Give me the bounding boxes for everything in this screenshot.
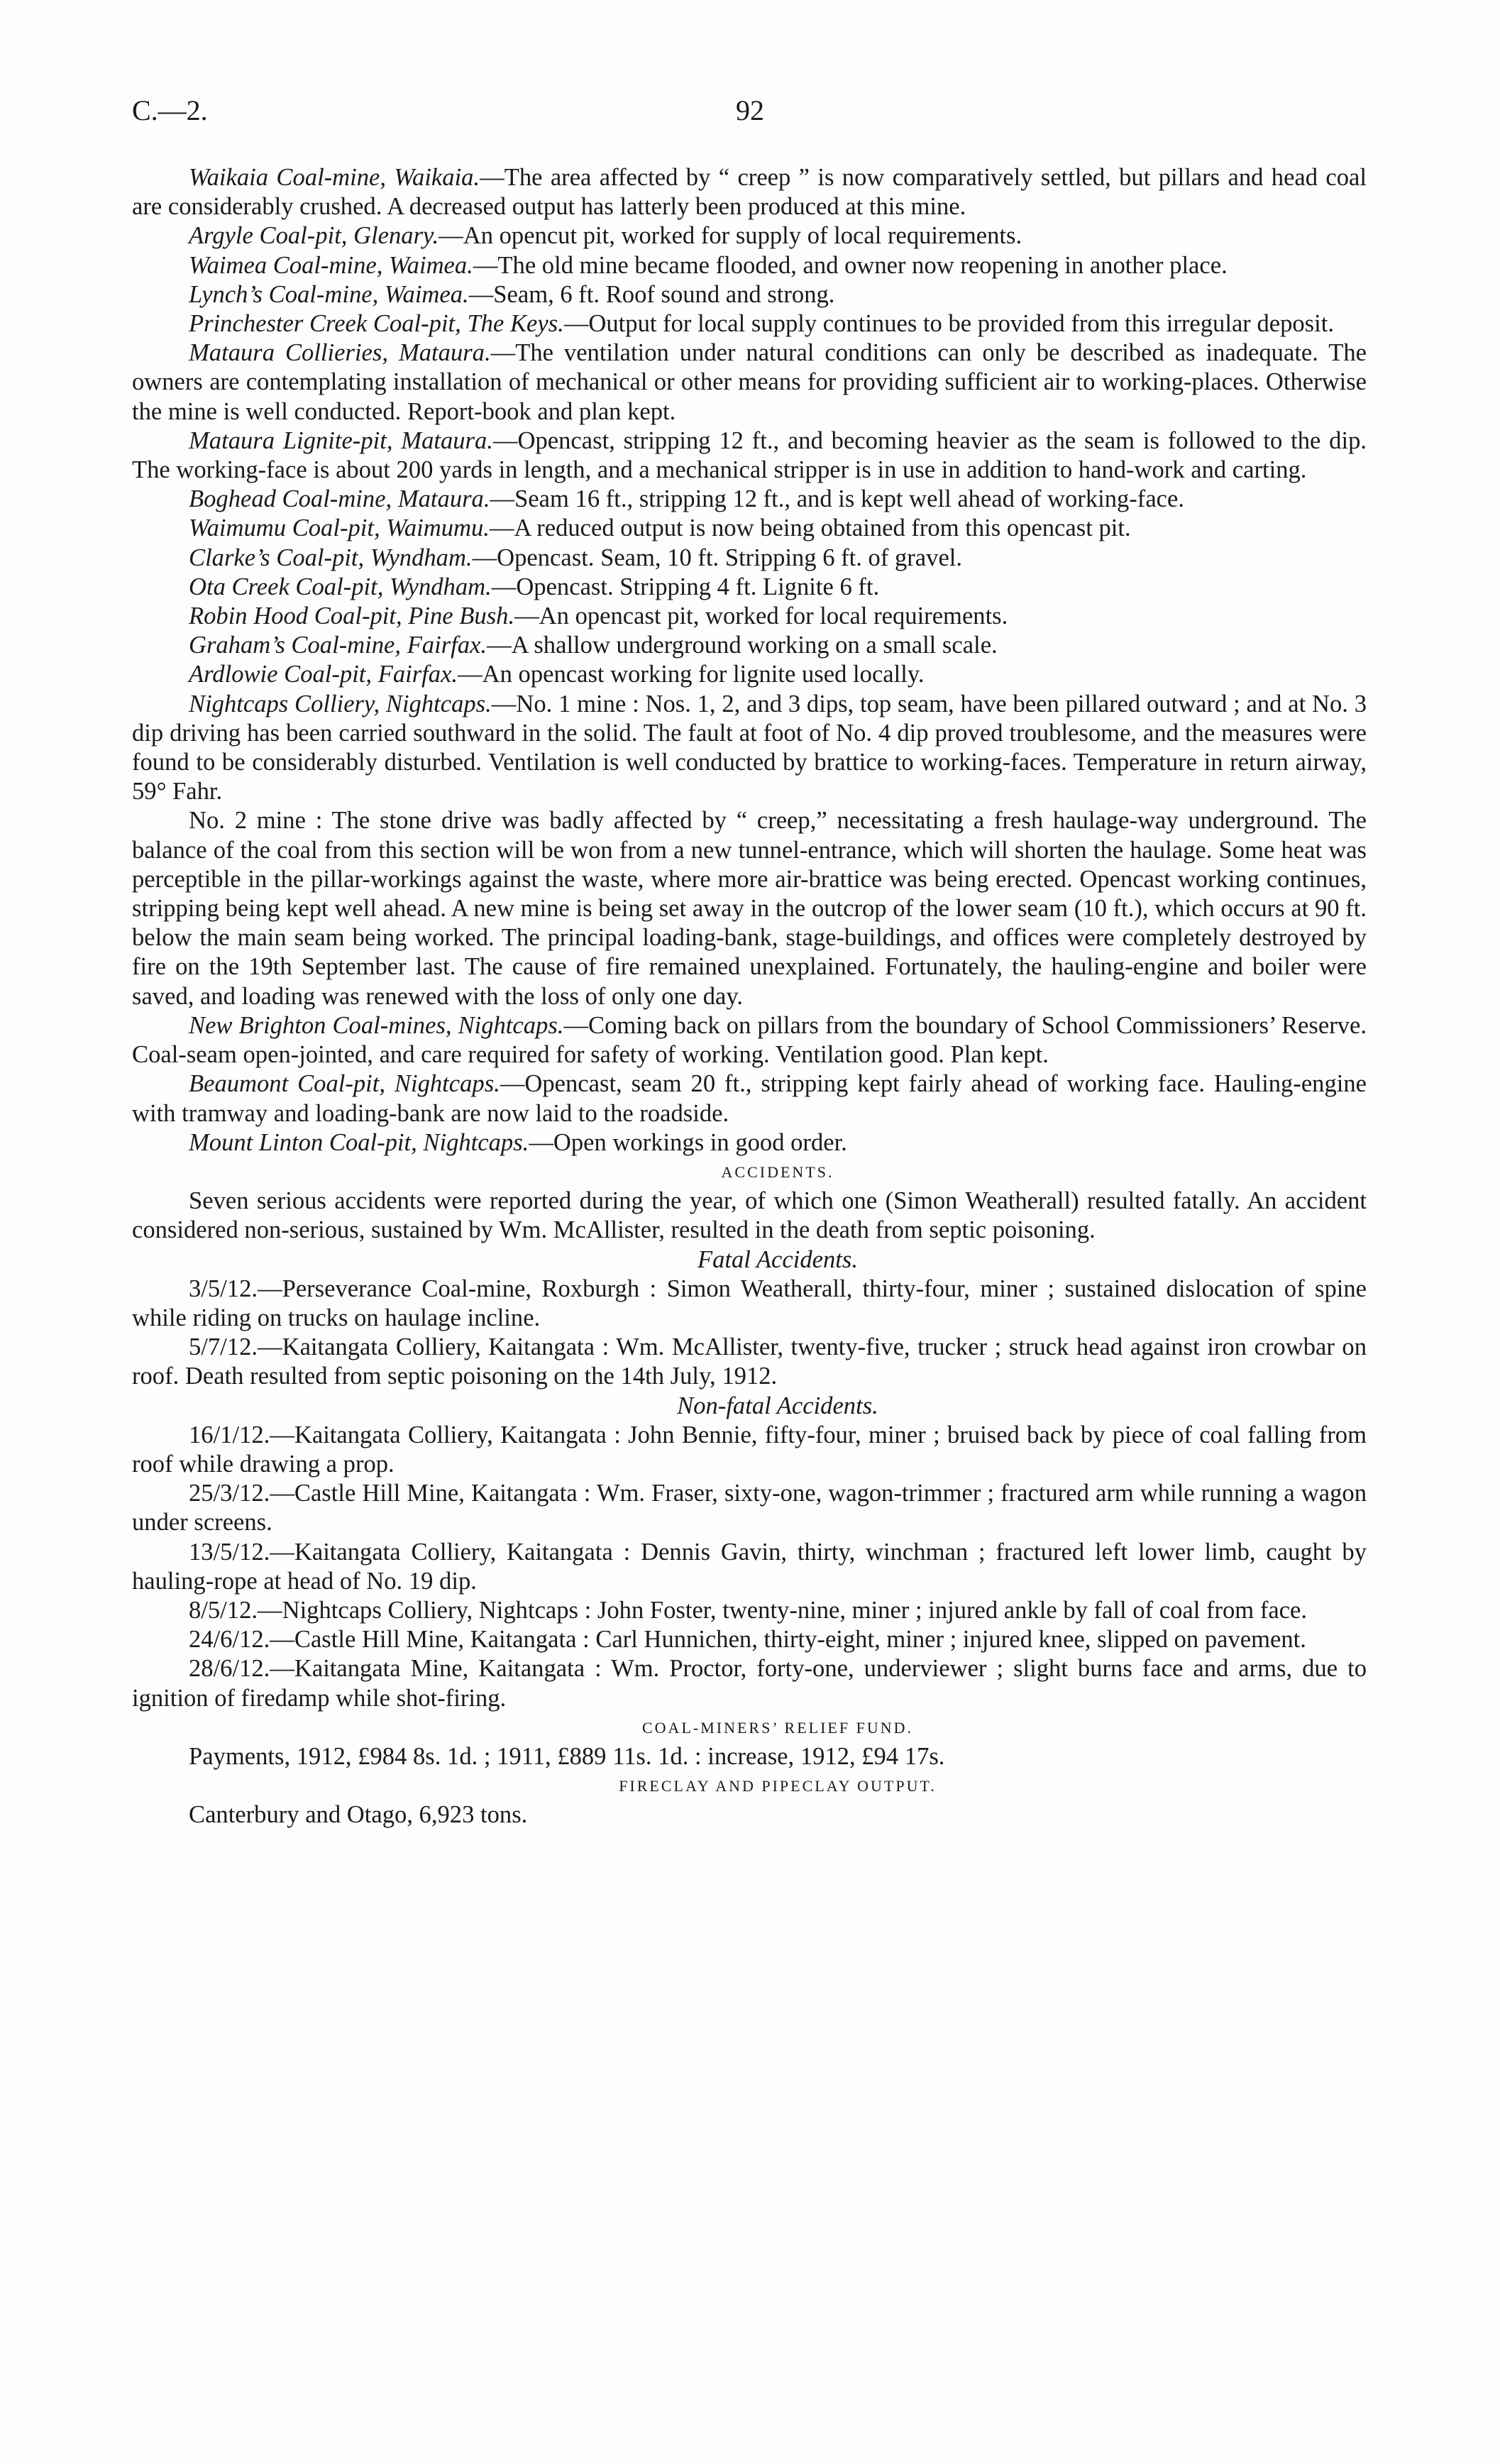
mine-entry xyxy=(132,309,1367,339)
fatal-accidents-list xyxy=(132,1275,1367,1392)
mine-entry xyxy=(132,690,1367,807)
nonfatal-accidents-list xyxy=(132,1421,1367,1713)
mine-description: —No. 1 mine : Nos. 1, 2, and 3 dips, top seam, have been pillared outward ; and at No. 3 dip driving has been carried southward in the solid. The fault at foot of No. 4 dip proved troublesome, and the measures were found to be considerably disturbed. Ventilation is well conducted by brattice to working-faces. Temperature in return airway, 59° Fahr. xyxy=(132,690,1367,805)
mine-entry xyxy=(132,602,1367,631)
nonfatal-accident-entry: 28/6/12.—Kaitangata Mine, Kaitangata : Wm. Proctor, forty-one, underviewer ; slight burns face and arms, due to ignition of firedamp while shot-firing. xyxy=(132,1655,1367,1712)
mine-name: Ardlowie Coal-pit, Fairfax. xyxy=(189,661,458,688)
mine-entry xyxy=(132,280,1367,309)
mine-description: No. 2 mine : The stone drive was badly affected by “ creep,” necessitating a fresh haulage-way underground. The balance of the coal from this section will be won from a new tunnel-entrance, which will shorten the haulage. Some heat was perceptible in the pillar-workings against the waste, where more air-brattice was being erected. Opencast working continues, stripping being kept well ahead. A new mine is being set away in the outcrop of the lower seam (10 ft.), which occurs at 90 ft. below the main seam being worked. The principal loading-bank, stage-buildings, and offices were completely destroyed by fire on the 19th September last. The cause of fire remained unexplained. Fortunately, the hauling-engine and boiler were saved, and loading was renewed with the loss of only one day. xyxy=(132,807,1367,1010)
mine-entry xyxy=(132,1128,1367,1157)
document-reference: C.—2. xyxy=(132,94,208,126)
fireclay-text: Canterbury and Otago, 6,923 tons. xyxy=(189,1801,528,1829)
mine-entry xyxy=(132,573,1367,602)
mine-entry xyxy=(132,1011,1367,1069)
accidents-intro: Seven serious accidents were reported during the year, of which one (Simon Weatherall) resulted fatally. An accident considered non-serious, sustained by Wm. McAllister, resulted in the death from septic poisoning. xyxy=(132,1187,1367,1244)
mine-name: Robin Hood Coal-pit, Pine Bush. xyxy=(189,603,515,630)
mine-description: —An opencast working for lignite used locally. xyxy=(458,661,925,688)
mine-description: —Seam, 6 ft. Roof sound and strong. xyxy=(468,280,835,308)
nonfatal-accident-entry: 25/3/12.—Castle Hill Mine, Kaitangata : Wm. Fraser, sixty-one, wagon-trimmer ; fractured arm while running a wagon under screens. xyxy=(132,1480,1367,1536)
fatal-accident-entry: 5/7/12.—Kaitangata Colliery, Kaitangata : Wm. McAllister, twenty-five, trucker ; struck head against iron crowbar on roof. Death resulted from septic poisoning on the 14th July, 1912. xyxy=(132,1333,1367,1390)
mine-description: —Seam 16 ft., stripping 12 ft., and is kept well ahead of working-face. xyxy=(490,485,1185,513)
nonfatal-accident-entry: 8/5/12.—Nightcaps Colliery, Nightcaps : John Foster, twenty-nine, miner ; injured ankle by fall of coal from face. xyxy=(189,1596,1308,1624)
mine-description: —The area affected by “ creep ” is now comparatively settled, but pillars and head coal are considerably crushed. A decreased output has latterly been produced at this mine. xyxy=(132,164,1367,221)
page-content xyxy=(132,163,1367,1830)
page-number: 92 xyxy=(736,94,764,126)
mine-reports xyxy=(132,163,1367,1157)
mine-name: Mataura Collieries, Mataura. xyxy=(189,339,491,367)
relief-fund-heading: COAL-MINERS’ RELIEF FUND. xyxy=(642,1718,913,1737)
mine-name: Argyle Coal-pit, Glenary. xyxy=(189,222,439,250)
mine-description: —A reduced output is now being obtained from this opencast pit. xyxy=(489,515,1131,542)
fatal-accidents-heading: Fatal Accidents. xyxy=(697,1245,858,1273)
mine-description: —Opencast. Seam, 10 ft. Stripping 6 ft. of gravel. xyxy=(472,544,963,571)
mine-entry xyxy=(132,427,1367,485)
mine-name: Lynch’s Coal-mine, Waimea. xyxy=(189,280,469,308)
mine-entry xyxy=(132,221,1367,251)
mine-name: Beaumont Coal-pit, Nightcaps. xyxy=(189,1070,500,1098)
mine-entry xyxy=(132,514,1367,543)
nonfatal-accident-entry: 13/5/12.—Kaitangata Colliery, Kaitangata : Dennis Gavin, thirty, winchman ; fractured left lower limb, caught by hauling-rope at head of No. 19 dip. xyxy=(132,1538,1367,1595)
mine-name: Ota Creek Coal-pit, Wyndham. xyxy=(189,573,492,600)
mine-name: Waikaia Coal-mine, Waikaia. xyxy=(189,164,480,191)
mine-name: Boghead Coal-mine, Mataura. xyxy=(189,485,490,513)
nonfatal-accident-entry: 24/6/12.—Castle Hill Mine, Kaitangata : Carl Hunnichen, thirty-eight, miner ; injured knee, slipped on pavement. xyxy=(189,1626,1306,1654)
relief-fund-text: Payments, 1912, £984 8s. 1d. ; 1911, £889 11s. 1d. : increase, 1912, £94 17s. xyxy=(189,1742,945,1770)
fireclay-heading: FIRECLAY AND PIPECLAY OUTPUT. xyxy=(619,1777,937,1795)
nonfatal-accidents-heading: Non-fatal Accidents. xyxy=(677,1392,878,1419)
mine-entry xyxy=(132,544,1367,573)
nonfatal-accident-entry: 16/1/12.—Kaitangata Colliery, Kaitangata : John Bennie, fifty-four, miner ; bruised back by piece of coal falling from roof while drawing a prop. xyxy=(132,1421,1367,1478)
mine-entry xyxy=(132,485,1367,514)
mine-description: —Coming back on pillars from the boundary of School Commissioners’ Reserve. Coal-seam open-jointed, and care required for safety of working. Ventilation good. Plan kept. xyxy=(132,1011,1367,1069)
mine-name: Princhester Creek Coal-pit, The Keys. xyxy=(189,310,564,338)
mine-entry xyxy=(132,660,1367,689)
mine-description: —Open workings in good order. xyxy=(529,1128,847,1156)
mine-description: —An opencut pit, worked for supply of local requirements. xyxy=(439,222,1022,250)
mine-name: Mount Linton Coal-pit, Nightcaps. xyxy=(189,1128,529,1156)
mine-description: —A shallow underground working on a small scale. xyxy=(487,632,998,659)
mine-name: Nightcaps Colliery, Nightcaps. xyxy=(189,690,492,717)
mine-entry xyxy=(132,806,1367,1011)
mine-entry xyxy=(132,631,1367,660)
mine-name: Graham’s Coal-mine, Fairfax. xyxy=(189,632,487,659)
fatal-accident-entry: 3/5/12.—Perseverance Coal-mine, Roxburgh : Simon Weatherall, thirty-four, miner ; sustained dislocation of spine while riding on trucks on haulage incline. xyxy=(132,1275,1367,1331)
mine-name: Waimea Coal-mine, Waimea. xyxy=(189,251,473,279)
mine-description: —The old mine became flooded, and owner now reopening in another place. xyxy=(473,251,1228,279)
mine-name: Clarke’s Coal-pit, Wyndham. xyxy=(189,544,473,571)
page-header xyxy=(132,94,1368,136)
mine-name: Mataura Lignite-pit, Mataura. xyxy=(189,427,493,454)
mine-entry xyxy=(132,163,1367,221)
mine-entry xyxy=(132,339,1367,427)
mine-entry xyxy=(132,1069,1367,1128)
mine-entry xyxy=(132,251,1367,280)
mine-name: Waimumu Coal-pit, Waimumu. xyxy=(189,515,490,542)
mine-name: New Brighton Coal-mines, Nightcaps. xyxy=(189,1011,564,1039)
mine-description: —Opencast, seam 20 ft., stripping kept fairly ahead of working face. Hauling-engine with tramway and loading-bank are now laid to the roadside. xyxy=(132,1070,1367,1127)
accidents-heading: ACCIDENTS. xyxy=(721,1162,834,1181)
mine-description: —The ventilation under natural conditions can only be described as inadequate. The owners are contemplating installation of mechanical or other means for providing sufficient air to working-places. Otherwise the mine is well conducted. Report-book and plan kept. xyxy=(132,339,1367,425)
mine-description: —Opencast, stripping 12 ft., and becoming heavier as the seam is followed to the dip. The working-face is about 200 yards in length, and a mechanical stripper is in use in addition to hand-work and carting. xyxy=(132,427,1367,484)
mine-description: —Opencast. Stripping 4 ft. Lignite 6 ft. xyxy=(491,573,880,600)
mine-description: —Output for local supply continues to be provided from this irregular deposit. xyxy=(563,310,1334,338)
mine-description: —An opencast pit, worked for local requirements. xyxy=(514,603,1008,630)
